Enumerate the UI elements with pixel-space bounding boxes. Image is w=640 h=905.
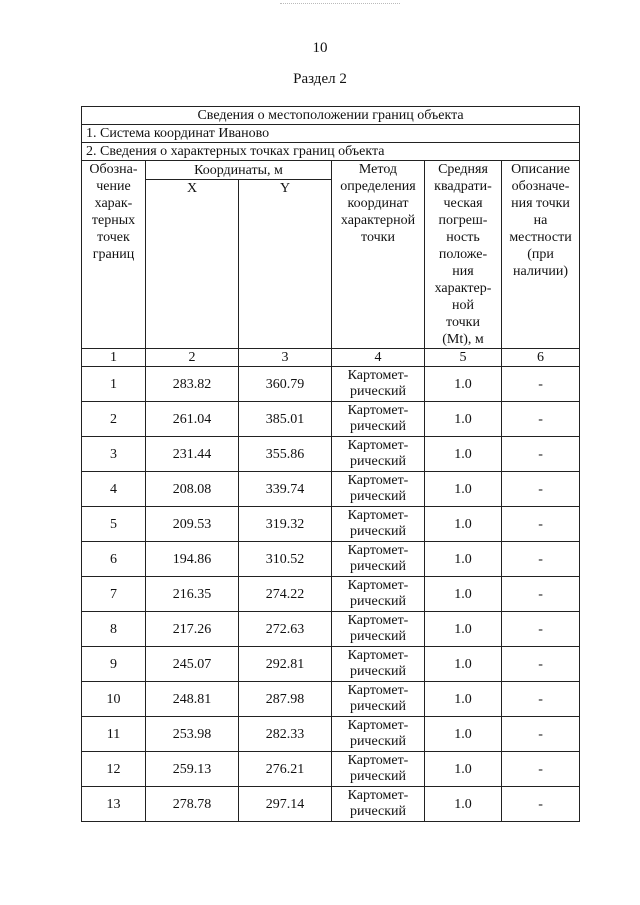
- description: -: [502, 472, 580, 507]
- point-number: 4: [82, 472, 146, 507]
- description: -: [502, 437, 580, 472]
- coord-y: 385.01: [239, 402, 332, 437]
- point-number: 8: [82, 612, 146, 647]
- description: -: [502, 717, 580, 752]
- table-row: [82, 542, 580, 577]
- error-value: 1.0: [425, 717, 502, 752]
- coord-y: 339.74: [239, 472, 332, 507]
- method-text: Картомет- рический: [347, 473, 409, 504]
- points-info-row: 2. Сведения о характерных точках границ объекта: [82, 143, 580, 161]
- description: -: [502, 577, 580, 612]
- header-coordinates: Координаты, м: [146, 161, 332, 180]
- coord-x: 283.82: [146, 367, 239, 402]
- description: -: [502, 647, 580, 682]
- coord-x: 209.53: [146, 507, 239, 542]
- header-x: X: [146, 180, 239, 349]
- table-row: [82, 507, 580, 542]
- method: [332, 367, 425, 402]
- method: [332, 787, 425, 822]
- coord-x: 248.81: [146, 682, 239, 717]
- description: -: [502, 507, 580, 542]
- coord-y: 297.14: [239, 787, 332, 822]
- table-row: [82, 752, 580, 787]
- coord-x: 217.26: [146, 612, 239, 647]
- table-row: [82, 367, 580, 402]
- method: [332, 682, 425, 717]
- method-text: Картомет- рический: [347, 753, 409, 784]
- column-number: 4: [332, 349, 425, 367]
- method-text: Картомет- рический: [347, 683, 409, 714]
- method: [332, 402, 425, 437]
- method: [332, 437, 425, 472]
- method-text: Картомет- рический: [347, 438, 409, 469]
- method: [332, 752, 425, 787]
- coord-y: 274.22: [239, 577, 332, 612]
- column-number: 5: [425, 349, 502, 367]
- method: [332, 647, 425, 682]
- column-number: 2: [146, 349, 239, 367]
- method: [332, 472, 425, 507]
- coord-y: 272.63: [239, 612, 332, 647]
- error-value: 1.0: [425, 507, 502, 542]
- description: -: [502, 682, 580, 717]
- description: -: [502, 752, 580, 787]
- point-number: 13: [82, 787, 146, 822]
- coordinate-system-row: 1. Система координат Иваново: [82, 125, 580, 143]
- coord-x: 261.04: [146, 402, 239, 437]
- page-number: 10: [312, 40, 328, 56]
- point-number: 11: [82, 717, 146, 752]
- coord-y: 355.86: [239, 437, 332, 472]
- column-number: 6: [502, 349, 580, 367]
- header-error: Средняя квадрати- ческая погреш- ность положе- ния характер- ной точки (Mt), м: [425, 161, 502, 349]
- error-value: 1.0: [425, 437, 502, 472]
- boundary-points-table: [81, 106, 580, 822]
- description: -: [502, 402, 580, 437]
- coord-y: 292.81: [239, 647, 332, 682]
- column-number: 3: [239, 349, 332, 367]
- error-value: 1.0: [425, 367, 502, 402]
- point-number: 6: [82, 542, 146, 577]
- table-row: [82, 472, 580, 507]
- method-text: Картомет- рический: [347, 543, 409, 574]
- error-value: 1.0: [425, 542, 502, 577]
- coord-y: 319.32: [239, 507, 332, 542]
- table-row: [82, 402, 580, 437]
- coord-x: 253.98: [146, 717, 239, 752]
- method-text: Картомет- рический: [347, 578, 409, 609]
- method-text: Картомет- рический: [347, 718, 409, 749]
- point-number: 12: [82, 752, 146, 787]
- column-number: 1: [82, 349, 146, 367]
- description: -: [502, 367, 580, 402]
- method-text: Картомет- рический: [347, 368, 409, 399]
- table-row: [82, 717, 580, 752]
- table-row: [82, 682, 580, 717]
- error-value: 1.0: [425, 402, 502, 437]
- coord-y: 310.52: [239, 542, 332, 577]
- scan-header-artifact: [280, 3, 400, 7]
- method-text: Картомет- рический: [347, 403, 409, 434]
- error-value: 1.0: [425, 612, 502, 647]
- header-method: Метод определения координат характерной точки: [332, 161, 425, 349]
- coord-x: 278.78: [146, 787, 239, 822]
- coord-y: 287.98: [239, 682, 332, 717]
- method: [332, 717, 425, 752]
- method: [332, 507, 425, 542]
- method: [332, 612, 425, 647]
- coord-y: 360.79: [239, 367, 332, 402]
- header-description: Описание обозначе- ния точки на местности (при наличии): [502, 161, 580, 349]
- method-text: Картомет- рический: [347, 613, 409, 644]
- coord-y: 276.21: [239, 752, 332, 787]
- error-value: 1.0: [425, 647, 502, 682]
- point-number: 1: [82, 367, 146, 402]
- point-number: 5: [82, 507, 146, 542]
- description: -: [502, 612, 580, 647]
- error-value: 1.0: [425, 787, 502, 822]
- error-value: 1.0: [425, 752, 502, 787]
- error-value: 1.0: [425, 577, 502, 612]
- method: [332, 542, 425, 577]
- coord-x: 216.35: [146, 577, 239, 612]
- table-row: [82, 647, 580, 682]
- coord-x: 245.07: [146, 647, 239, 682]
- table-row: [82, 787, 580, 822]
- table-title: Сведения о местоположении границ объекта: [82, 107, 580, 125]
- method-text: Картомет- рический: [347, 508, 409, 539]
- point-number: 3: [82, 437, 146, 472]
- method-text: Картомет- рический: [347, 648, 409, 679]
- coord-x: 259.13: [146, 752, 239, 787]
- error-value: 1.0: [425, 472, 502, 507]
- point-number: 9: [82, 647, 146, 682]
- coord-y: 282.33: [239, 717, 332, 752]
- error-value: 1.0: [425, 682, 502, 717]
- point-number: 2: [82, 402, 146, 437]
- point-number: 7: [82, 577, 146, 612]
- table-row: [82, 612, 580, 647]
- header-y: Y: [239, 180, 332, 349]
- table-row: [82, 577, 580, 612]
- table-row: [82, 437, 580, 472]
- coord-x: 231.44: [146, 437, 239, 472]
- coord-x: 194.86: [146, 542, 239, 577]
- header-designation: Обозна- чение харак- терных точек границ: [82, 161, 146, 349]
- method-text: Картомет- рический: [347, 788, 409, 819]
- coord-x: 208.08: [146, 472, 239, 507]
- description: -: [502, 542, 580, 577]
- method: [332, 577, 425, 612]
- section-title: Раздел 2: [293, 71, 347, 87]
- description: -: [502, 787, 580, 822]
- point-number: 10: [82, 682, 146, 717]
